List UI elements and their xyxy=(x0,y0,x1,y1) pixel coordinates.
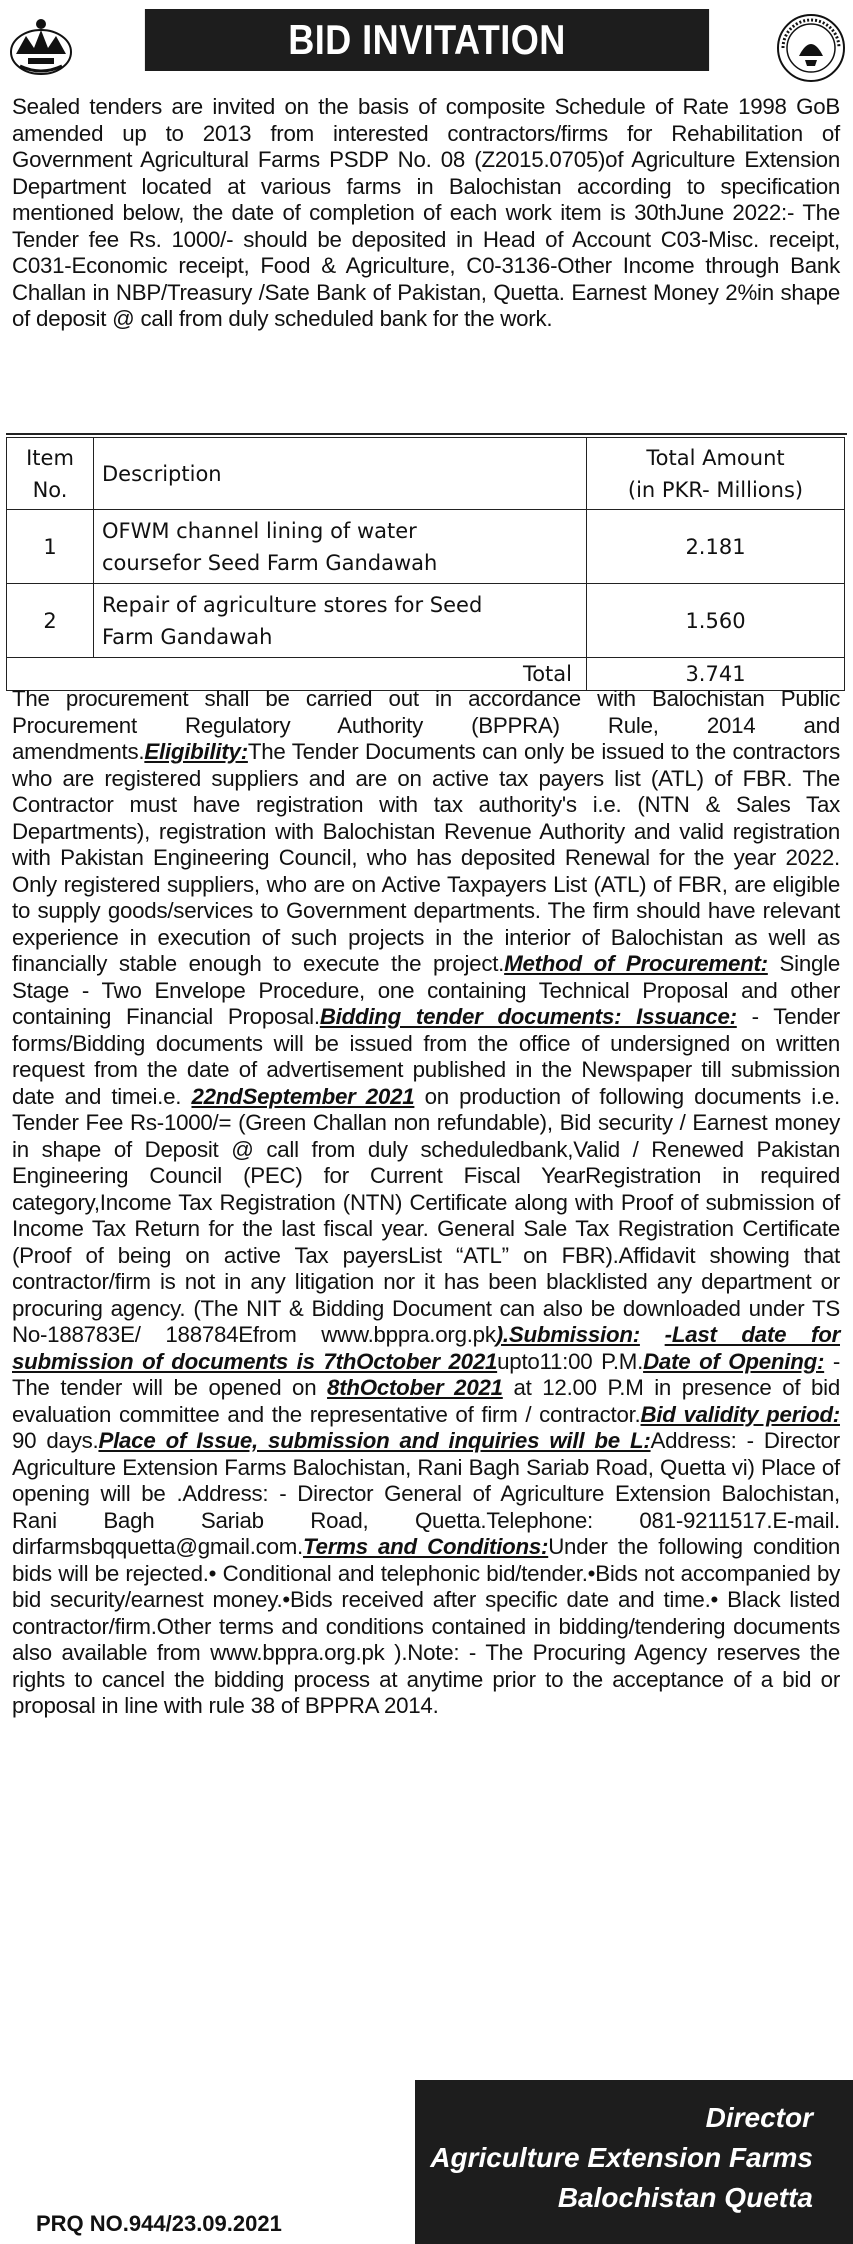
header-description: Description xyxy=(94,438,587,510)
amount-cell: 2.181 xyxy=(587,510,845,584)
body-text: upto11:00 P.M. xyxy=(497,1348,644,1374)
total-label: Total xyxy=(7,658,587,691)
body-text: Address: - Director Agriculture Extension Farms Balochistan, Rani Bagh Sariab Road, Quetta vi) Place of opening will be .Address: - Director General of Agriculture Extension Balochistan, Rani Bagh Sariab Road, Quetta.Telephone: 081-9211517.E-mail. dirfarmsbqquetta@gmail.com. xyxy=(12,1428,840,1559)
balochistan-government-seal-icon xyxy=(6,14,76,80)
description-line: Repair of agriculture stores for Seed xyxy=(102,592,483,617)
date-of-opening-heading: Date of Opening: xyxy=(643,1348,825,1374)
issuance-date: 22ndSeptember 2021 xyxy=(191,1083,415,1109)
body-text: The procurement shall be carried out in accordance with Balochistan Public Procurement Regulatory Authority (BPPRA) Rule, 2014 and amendments. xyxy=(12,686,840,764)
description-line: Farm Gandawah xyxy=(102,624,273,649)
body-text: 90 days. xyxy=(12,1428,99,1453)
opening-date: 8thOctober 2021 xyxy=(327,1375,503,1400)
description-line: coursefor Seed Farm Gandawah xyxy=(102,550,438,575)
bidding-documents-heading: Bidding tender documents: Issuance: xyxy=(319,1004,737,1029)
table-row xyxy=(7,584,845,658)
body-text: Single Stage - Two Envelope Procedure, one containing Technical Proposal and other containing Financial Proposal. xyxy=(12,951,841,1029)
table-row xyxy=(7,510,845,584)
header-amount-label: Total Amount xyxy=(646,445,785,470)
header-item-label: Item xyxy=(26,445,74,470)
bid-validity-heading: Bid validity period: xyxy=(640,1401,840,1427)
eligibility-heading: Eligibility: xyxy=(144,739,248,764)
table-header-row xyxy=(7,438,845,510)
body-text: -The tender will be opened on xyxy=(12,1348,841,1400)
header-amount-unit: (in PKR- Millions) xyxy=(627,477,804,502)
signatory-location: Balochistan Quetta xyxy=(557,2182,813,2213)
body-text: - Tender forms/Bidding documents will be issued from the office of undersigned on written request from the date of advertisement published in the Newspaper till submission date and timei.e. xyxy=(12,1004,840,1109)
work-items-table xyxy=(6,437,845,691)
body-text: The Tender Documents can only be issued to the contractors who are registered suppliers and are on active tax payers list (ATL) of FBR. The Contractor must have registration with tax authority's i.e. (NTN & Sales Tax Departments), registration with Balochistan Revenue Authority and valid registration with Pakistan Engineering Council, who has deposited Renewal for the year 2022. Only registered suppliers, who are on Active Taxpayers List (ATL) of FBR, are eligible to supply goods/services to Government departments. The firm should have relevant experience in execution of such projects in the interior of Balochistan as well as financially stable enough to execute the project. xyxy=(12,739,840,976)
item-no-cell: 2 xyxy=(7,584,94,658)
method-of-procurement-heading: Method of Procurement: xyxy=(504,951,768,976)
header-no-label: No. xyxy=(32,477,68,502)
terms-heading: Terms and Conditions: xyxy=(303,1534,549,1559)
total-value: 3.741 xyxy=(587,658,845,691)
description-cell xyxy=(94,510,587,584)
submission-heading: ).Submission: xyxy=(495,1322,640,1347)
header xyxy=(0,0,853,90)
signatory-title: Director xyxy=(705,2102,813,2133)
place-of-issue-heading: Place of Issue, submission and inquiries will be L: xyxy=(98,1428,651,1453)
agriculture-department-seal-icon xyxy=(775,12,847,84)
signature-block xyxy=(415,2080,853,2244)
divider xyxy=(6,433,847,435)
item-no-cell: 1 xyxy=(7,510,94,584)
amount-cell: 1.560 xyxy=(587,584,845,658)
page-title: BID INVITATION xyxy=(145,9,709,71)
body-text: on production of following documents i.e. Tender Fee Rs-1000/= (Green Challan non refundable), Bid security / Earnest money in shape of Deposit @ call from duly scheduledbank,Valid / Renewed Pakistan Engineering Council (PEC) for Current Fiscal YearRegistration in required category,Income Tax Registration (NTN) Certificate along with Proof of submission of Income Tax Return for the last fiscal year. General Sale Tax Registration Certificate (Proof of being on active Tax payersList “ATL” on FBR).Affidavit showing that contractor/firm is not in any litigation nor it has been blacklisted any department or procuring agency. (The NIT & Bidding Document can also be downloaded under TS No-188783E/ 188784Efrom www.bppra.org.pk xyxy=(12,1083,840,1347)
body-text: Under the following condition bids will be rejected.• Conditional and telephonic bid/tender.•Bids not accompanied by bid security/earnest money.•Bids received after specific date and time.• Black listed contractor/firm.Other terms and conditions contained in bidding/tendering documents also available from www.bppra.org.pk ).Note: - The Procuring Agency reserves the rights to cancel the bidding process at anytime prior to the acceptance of a bid or proposal in line with rule 38 of BPPRA 2014. xyxy=(12,1534,840,1718)
terms-paragraph xyxy=(12,686,840,1720)
submission-deadline: -Last date for submission of documents is 7thOctober 2021 xyxy=(12,1322,840,1374)
body-text: at 12.00 P.M in presence of bid evaluation committee and the representative of firm / contractor. xyxy=(12,1375,840,1427)
intro-paragraph: Sealed tenders are invited on the basis of composite Schedule of Rate 1998 GoB amended up to 2013 from interested contractors/firms for Rehabilitation of Government Agricultural Farms PSDP No. 08 (Z2015.0705)of Agriculture Extension Department located at various farms in Balochistan according to specification mentioned below, the date of completion of each work item is 30thJune 2022:- The Tender fee Rs. 1000/- should be deposited in Head of Account C03-Misc. receipt, C031-Economic receipt, Food & Agriculture, C0-3136-Other Income through Bank Challan in NBP/Treasury /Sate Bank of Pakistan, Quetta. Earnest Money 2%in shape of deposit @ call from duly scheduled bank for the work. xyxy=(12,94,840,331)
header-item-no xyxy=(7,438,94,510)
header-total-amount xyxy=(587,438,845,510)
signatory-office: Agriculture Extension Farms xyxy=(430,2142,813,2173)
prq-number: PRQ NO.944/23.09.2021 xyxy=(36,2211,282,2236)
body-text xyxy=(640,1322,665,1347)
description-cell xyxy=(94,584,587,658)
description-line: OFWM channel lining of water xyxy=(102,518,417,543)
